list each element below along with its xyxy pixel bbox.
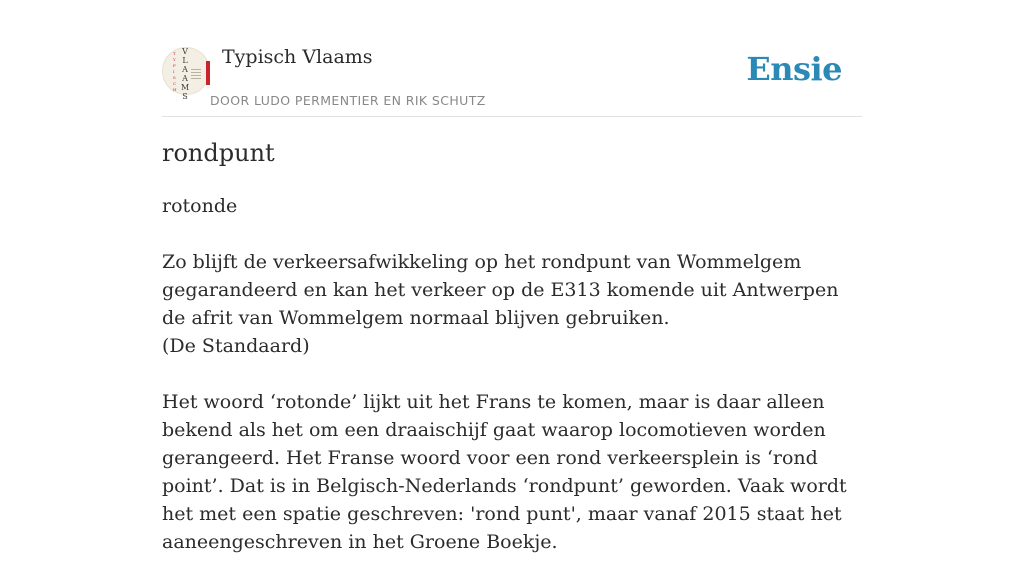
ensie-logo[interactable]: Ensie: [746, 50, 842, 88]
entry-content: [162, 192, 862, 584]
book-authors: DOOR LUDO PERMENTIER EN RIK SCHUTZ: [210, 93, 486, 108]
book-cover-thumbnail[interactable]: [162, 47, 210, 101]
entry-title: rondpunt: [162, 139, 275, 167]
example-quote: Zo blijft de verkeersafwikkeling op het rondpunt van Wommelgem gegarandeerd en kan het verkeer op de E313 komende uit Antwerpen de afrit van Wommelgem normaal blijven gebruiken.: [162, 251, 839, 329]
example-source: (De Standaard): [162, 335, 310, 357]
cover-lettering: V L A A M S: [181, 47, 190, 101]
cover-red-lettering: T Y P I S C H: [173, 51, 177, 92]
entry-definition: rotonde: [162, 195, 238, 217]
book-header: [162, 0, 862, 117]
entry-example: [162, 248, 862, 360]
entry-explanation: Het woord ‘rotonde’ lijkt uit het Frans te komen, maar is daar alleen bekend als het om een draaischijf gaat waarop locomotieven worden gerangeerd. Het Franse woord voor een rond verkeersplein is ‘rond point’. Dat is in Belgisch-Nederlands ‘rondpunt’ geworden. Vaak wordt het met een spatie geschreven: 'rond punt', maar vanaf 2015 staat het aaneengeschreven in het Groene Boekje.: [162, 391, 847, 553]
page-container: [162, 0, 862, 553]
book-title-link[interactable]: Typisch Vlaams: [222, 46, 373, 68]
cover-red-bar: [206, 61, 210, 85]
cover-decoration: [191, 69, 201, 81]
